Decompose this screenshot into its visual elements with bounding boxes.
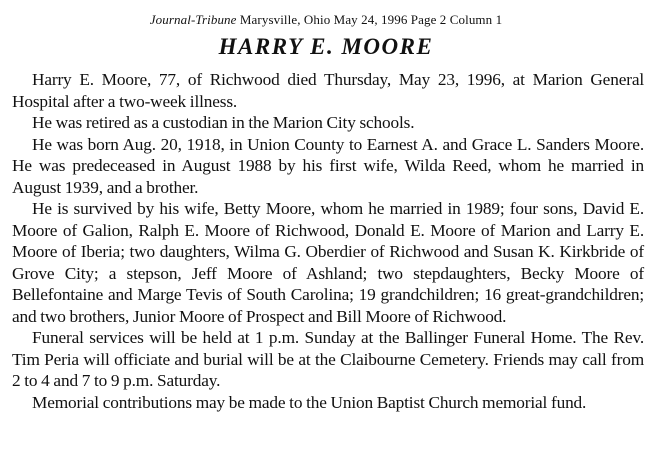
- paragraph-memorial: Memorial contributions may be made to the Union Baptist Church memorial fund.: [32, 392, 587, 412]
- source-line: [0, 12, 652, 28]
- paragraph-death-notice: Harry E. Moore, 77, of Richwood died Thursday, May 23, 1996, at Marion General Hospital after a two-week illness.: [12, 70, 644, 111]
- paragraph-survivors: He is survived by his wife, Betty Moore, whom he married in 1989; four sons, David E. Moore of Galion, Ralph E. Moore of Richwood, Donald E. Moore of Marion and Larry E. Moore of Iberia; two daughters, Wilma G. Oberdier of Richwood and Susan K. Kirkbride of Grove City; a stepson, Jeff Moore of Ashland; two stepdaughters, Becky Moore of Bellefontaine and Marge Tevis of South Carolina; 19 grandchildren; 16 great-grandchildren; and two brothers, Junior Moore of Prospect and Bill Moore of Richwood.: [12, 199, 644, 326]
- obituary-headline: HARRY E. MOORE: [218, 34, 434, 59]
- obituary-body: [12, 69, 644, 413]
- paragraph-funeral: Funeral services will be held at 1 p.m. Sunday at the Ballinger Funeral Home. The Rev. Tim Peria will officiate and burial will be at the Claibourne Cemetery. Friends may call from 2 to 4 and 7 to 9 p.m. Saturday.: [12, 328, 644, 390]
- paragraph-career: He was retired as a custodian in the Marion City schools.: [32, 113, 415, 132]
- paragraph-birth-family: He was born Aug. 20, 1918, in Union County to Earnest A. and Grace L. Sanders Moore. He was predeceased in August 1988 by his first wife, Wilda Reed, whom he married in August 1939, and a brother.: [12, 134, 644, 197]
- publication-name: Journal-Tribune: [149, 12, 237, 27]
- publication-details: Marysville, Ohio May 24, 1996 Page 2 Column 1: [236, 12, 503, 27]
